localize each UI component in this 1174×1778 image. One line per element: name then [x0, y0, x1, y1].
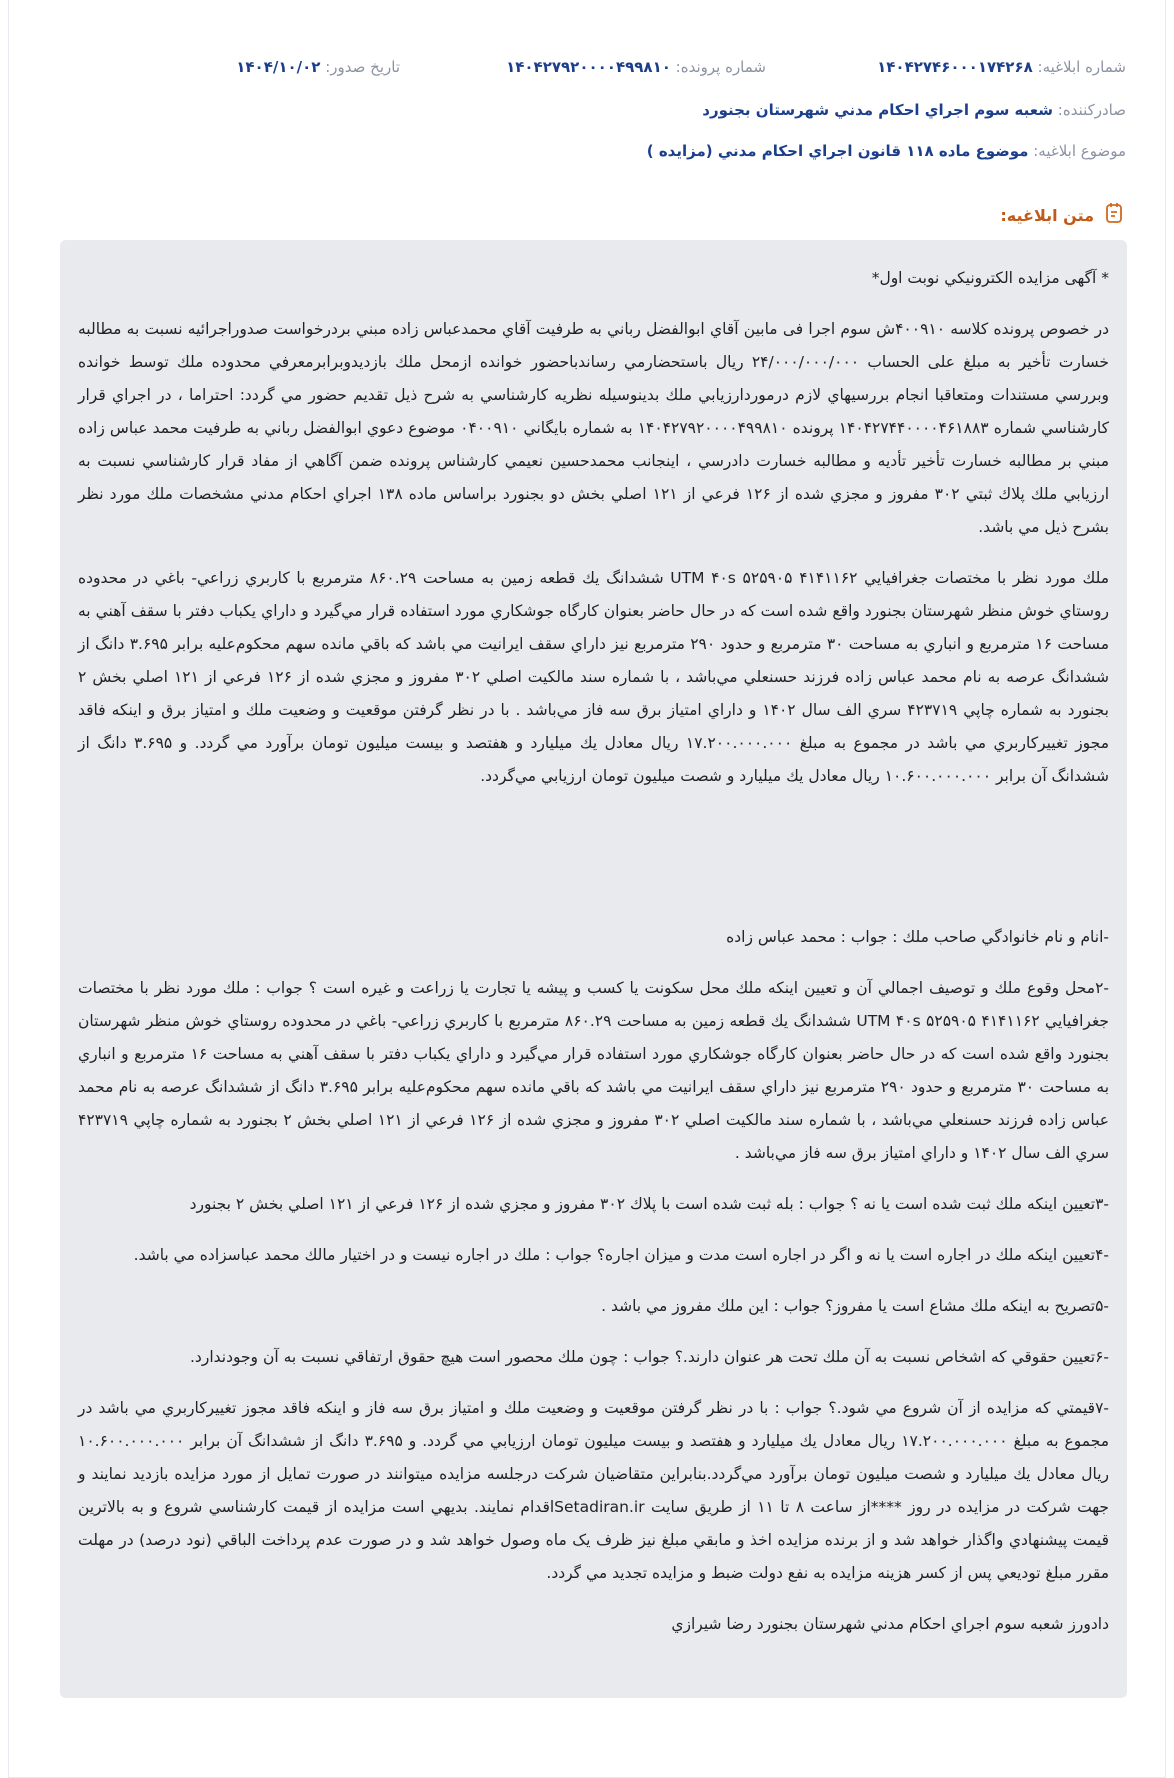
- item-registration: -۳تعيين اينكه ملك ثبت شده است يا نه ؟ جواب : بله ثبت شده است با پلاك ۳۰۲ مفروز و مجزي شده از ۱۲۶ فرعي از ۱۲۱ اصلي بخش ۲ بجنورد: [189, 1195, 1109, 1213]
- signature: دادورز شعبه سوم اجراي احكام مدني شهرستان بجنورد رضا شيرازي: [671, 1615, 1109, 1633]
- item-location: -۲محل وقوع ملك و توصيف اجمالي آن و تعيين اينكه ملك محل سكونت يا كسب و پيشه يا تجارت يا زراعت و غيره است ؟ جواب : ملك مورد نظر با مختصات جغرافيايي ۴۱۴۱۱۶۲ ۵۲۵۹۰۵ UTM ۴۰s ششدانگ يك قطعه زمين به مساحت ۸۶۰.۲۹ مترمربع با كاربري زراعي- باغي در محدوده روستاي خوش منظر شهرستان بجنورد واقع شده است كه در حال حاضر بعنوان كارگاه جوشكاري مورد استفاده قرار مي‌گيرد و داراي يكباب دفتر با سقف آهني به مساحت ۱۶ مترمربع و انباري به مساحت ۳۰ مترمربع و حدود ۲۹۰ مترمربع نيز داراي سقف ايرانيت مي باشد كه باقي مانده سهم محكوم‌عليه برابر ۳.۶۹۵ دانگ از ششدانگ عرصه به نام محمد عباس زاده فرزند حسنعلي مي‌باشد ، با شماره سند مالكيت اصلي ۳۰۲ مفروز و مجزي شده از ۱۲۶ فرعي از ۱۲۱ اصلي بخش ۲ بجنورد به شماره چاپي ۴۲۳۷۱۹ سري الف سال ۱۴۰۲ و داراي امتياز برق سه فاز مي‌باشد .: [78, 979, 1110, 1162]
- item-rights: -۶تعيين حقوقي كه اشخاص نسبت به آن ملك تحت هر عنوان دارند.؟ جواب : چون ملك محصور است هيچ حقوق ارتفاقي نسبت به آن وجودندارد.: [190, 1348, 1109, 1366]
- body-title: متن ابلاغیه:: [1000, 201, 1126, 229]
- subject-value: موضوع ماده ۱۱۸ قانون اجراي احكام مدني (مزايده ): [646, 142, 1029, 160]
- case-number-value: ۱۴۰۴۲۷۹۲۰۰۰۰۴۹۹۸۱۰: [506, 58, 671, 76]
- item-ownership-type: -۵تصريح به اينكه ملك مشاع است يا مفروز؟ جواب : اين ملك مفروز مي باشد .: [601, 1297, 1109, 1315]
- notice-body: [60, 240, 1127, 1698]
- case-number: شماره پرونده: ۱۴۰۴۲۷۹۲۰۰۰۰۴۹۹۸۱۰: [506, 58, 766, 76]
- issue-date: تاریخ صدور: ۱۴۰۴/۱۰/۰۲: [236, 58, 400, 76]
- subject: موضوع ابلاغیه: موضوع ماده ۱۱۸ قانون اجراي احكام مدني (مزايده ): [646, 142, 1126, 160]
- notice-number-value: ۱۴۰۴۲۷۴۶۰۰۰۱۷۴۲۶۸: [877, 58, 1033, 76]
- issuer-value: شعبه سوم اجراي احكام مدني شهرستان بجنورد: [702, 101, 1053, 119]
- notice-heading: * آگهی مزايده الكترونيكي نوبت اول*: [871, 269, 1109, 287]
- notice-document-icon: [1102, 201, 1126, 229]
- issuer: صادرکننده: شعبه سوم اجراي احكام مدني شهرستان بجنورد: [702, 101, 1126, 119]
- item-starting-price: -۷قيمتي كه مزايده از آن شروع مي شود.؟ جواب : با در نظر گرفتن موقعيت و وضعيت ملك و امتياز برق سه فاز و اينكه فاقد مجوز تغييركاربري مي باشد در مجموع به مبلغ ۱۷.۲۰۰.۰۰۰.۰۰۰ ريال معادل يك ميليارد و هفتصد و بيست ميليون تومان ارزيابي مي گردد. و ۳.۶۹۵ دانگ از ششدانگ آن برابر ۱۰.۶۰۰.۰۰۰.۰۰۰ ريال معادل يك ميليارد و شصت ميليون تومان برآورد مي‌گردد.بنابراين متقاضيان شركت درجلسه مزايده ميتوانند در صورت تمايل از مورد مزايده بازديد نمايند و جهت شركت در مزايده در روز ****از ساعت ۸ تا ۱۱ از طريق سايت Setadiran.irاقدام نمايند. بديهي است مزايده از قيمت كارشناسي شروع و به بالاترين قيمت پيشنهادي واگذار خواهد شد و از برنده مزايده اخذ و مابقي مبلغ نيز ظرف يک ماه وصول خواهد شد و در صورت عدم پرداخت الباقي (نود درصد) در مهلت مقرر مبلغ توديعي پس از كسر هزينه مزايده به نفع دولت ضبط و مزايده تجديد مي گردد.: [78, 1399, 1110, 1582]
- paragraph-property: ملك مورد نظر با مختصات جغرافيايي ۴۱۴۱۱۶۲ ۵۲۵۹۰۵ UTM ۴۰s ششدانگ يك قطعه زمين به مساحت ۸۶۰.۲۹ مترمربع با كاربري زراعي- باغي در محدوده روستاي خوش منظر شهرستان بجنورد واقع شده است كه در حال حاضر بعنوان كارگاه جوشكاري مورد استفاده قرار مي‌گيرد و داراي يكباب دفتر با سقف آهني به مساحت ۱۶ مترمربع و انباري به مساحت ۳۰ مترمربع و حدود ۲۹۰ مترمربع نيز داراي سقف ايرانيت مي باشد كه باقي مانده سهم محكوم‌عليه برابر ۳.۶۹۵ دانگ از ششدانگ عرصه به نام محمد عباس زاده فرزند حسنعلي مي‌باشد ، با شماره سند مالكيت اصلي ۳۰۲ مفروز و مجزي شده از ۱۲۶ فرعي از ۱۲۱ اصلي بخش ۲ بجنورد به شماره چاپي ۴۲۳۷۱۹ سري الف سال ۱۴۰۲ و داراي امتياز برق سه فاز مي‌باشد . با در نظر گرفتن موقعيت و وضعيت ملك و امتياز برق و اينكه فاقد مجوز تغييركاربري مي باشد در مجموع به مبلغ ۱۷.۲۰۰.۰۰۰.۰۰۰ ريال معادل يك ميليارد و هفتصد و بيست ميليون تومان برآورد مي گردد. و ۳.۶۹۵ دانگ از ششدانگ آن برابر ۱۰.۶۰۰.۰۰۰.۰۰۰ ريال معادل يك ميليارد و شصت ميليون تومان ارزيابي مي‌گردد.: [78, 569, 1110, 785]
- notice-number: شماره ابلاغیه: ۱۴۰۴۲۷۴۶۰۰۰۱۷۴۲۶۸: [877, 58, 1126, 76]
- issue-date-value: ۱۴۰۴/۱۰/۰۲: [236, 58, 321, 76]
- paragraph-intro: در خصوص پرونده كلاسه ۴۰۰۹۱۰ش سوم اجرا فی مابين آقاي ابوالفضل رباني به طرفيت آقاي محمدعباس زاده مبني بردرخواست صدوراجرائيه نسبت به مطالبه خسارت تأخير به مبلغ علی الحساب ۲۴/۰۰۰/۰۰۰/۰۰۰ ريال باستحضارمي رساندباحضور خوانده ازمحل ملك بازديدوبرابرمعرفي محدوده ملك توسط خوانده وبررسي مستندات ومتعاقبا انجام بررسيهاي لازم درموردارزيابي ملك بدينوسيله نظريه كارشناسي به شرح ذيل تقديم حضور مي گردد: احتراما ، در اجراي قرار كارشناسي شماره ۱۴۰۴۲۷۴۴۰۰۰۰۴۶۱۸۸۳ پرونده ۱۴۰۴۲۷۹۲۰۰۰۰۴۹۹۸۱۰ به شماره بايگاني ۰۴۰۰۹۱۰ موضوع دعوي ابوالفضل رباني به طرفيت محمد عباس زاده مبني بر مطالبه خسارت تأخير تأديه و مطالبه خسارت دادرسي ، اينجانب محمدحسين نعيمي كارشناس پرونده ضمن آگاهي از مفاد قرار كارشناسي نسبت به ارزيابي ملك پلاك ثبتي ۳۰۲ مفروز و مجزي شده از ۱۲۶ فرعي از ۱۲۱ اصلي بخش دو بجنورد براساس ماده ۱۳۸ اجراي احكام مدني مشخصات ملك مورد نظر بشرح ذيل مي باشد.: [78, 320, 1110, 536]
- item-owner: -انام و نام خانوادگي صاحب ملك : جواب : محمد عباس زاده: [726, 928, 1109, 946]
- item-lease: -۴تعيين اينكه ملك در اجاره است يا نه و اگر در اجاره است مدت و ميزان اجاره؟ جواب : ملك در اجاره نيست و در اختيار مالك محمد عباسزاده مي باشد.: [133, 1246, 1109, 1264]
